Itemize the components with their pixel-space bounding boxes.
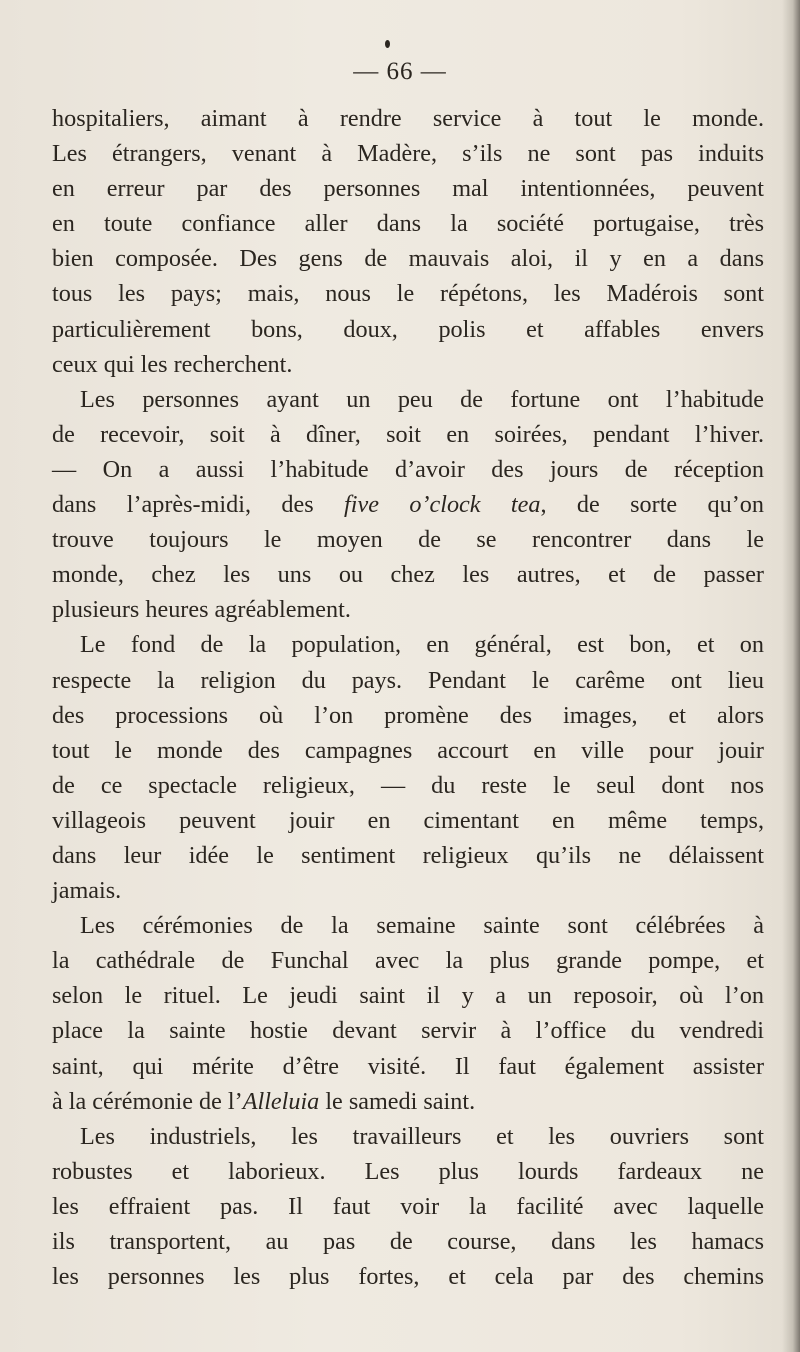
text-line: jamais. — [52, 877, 122, 905]
text-line: en erreur par des personnes mal intentionnées, peuvent — [52, 175, 764, 203]
text-line: plusieurs heures agréablement. — [52, 596, 351, 624]
text-run: à la cérémonie de l’ — [52, 1087, 243, 1115]
text-line: de recevoir, soit à dîner, soit en soirées, pendant l’hiver. — [52, 420, 764, 448]
text-line: de ce spectacle religieux, — du reste le seul dont nos — [52, 771, 764, 799]
text-line: en toute confiance aller dans la société portugaise, très — [52, 210, 764, 238]
text-run: le samedi saint. — [319, 1087, 476, 1115]
text-line: bien composée. Des gens de mauvais aloi, il y en a dans — [52, 245, 764, 273]
page-number: — 66 — — [353, 58, 447, 85]
text-line: tous les pays; mais, nous le répétons, les Madérois sont — [52, 280, 764, 308]
text-line: ils transportent, au pas de course, dans les hamacs — [52, 1228, 764, 1255]
text-line: Les cérémonies de la semaine sainte sont célébrées à — [80, 912, 764, 940]
text-line: selon le rituel. Le jeudi saint il y a un reposoir, où l’on — [52, 982, 764, 1010]
text-line — [52, 1084, 764, 1119]
text-line: la cathédrale de Funchal avec la plus grande pompe, et — [52, 947, 764, 975]
text-line: place la sainte hostie devant servir à l’office du vendredi — [52, 1017, 764, 1045]
text-run: , de sorte qu’on — [540, 491, 764, 519]
italic-phrase: Alleluia — [242, 1087, 320, 1115]
page-edge-shadow — [782, 0, 800, 1352]
text-run: dans l’après-midi, des — [52, 491, 345, 519]
text-line: Le fond de la population, en général, est bon, et on — [80, 631, 764, 659]
text-line: les personnes les plus fortes, et cela par des chemins — [52, 1263, 764, 1291]
text-line: Les personnes ayant un peu de fortune ont l’habitude — [80, 385, 764, 413]
text-line: Les étrangers, venant à Madère, s’ils ne sont pas induits — [52, 140, 764, 168]
ink-speck — [385, 40, 390, 48]
text-line — [52, 487, 764, 522]
text-line: respecte la religion du pays. Pendant le carême ont lieu — [52, 666, 764, 694]
italic-phrase: five o’clock tea — [344, 491, 541, 519]
text-line: Les industriels, les travailleurs et les ouvriers sont — [80, 1122, 764, 1150]
text-line: des processions où l’on promène des images, et alors — [52, 701, 764, 729]
text-line: hospitaliers, aimant à rendre service à tout le monde. — [52, 105, 764, 132]
text-line: ceux qui les recherchent. — [52, 350, 293, 378]
text-line: particulièrement bons, doux, polis et affables envers — [52, 315, 764, 343]
text-line: tout le monde des campagnes accourt en ville pour jouir — [52, 736, 764, 764]
text-line: les effraient pas. Il faut voir la facilité avec laquelle — [52, 1192, 764, 1220]
text-line: monde, chez les uns ou chez les autres, et de passer — [52, 561, 764, 589]
body-text — [52, 101, 764, 1294]
text-line: trouve toujours le moyen de se rencontrer dans le — [52, 526, 764, 554]
text-line: saint, qui mérite d’être visité. Il faut également assister — [52, 1052, 764, 1080]
text-line: — On a aussi l’habitude d’avoir des jours de réception — [52, 455, 764, 483]
text-line: robustes et laborieux. Les plus lourds fardeaux ne — [52, 1157, 764, 1185]
text-line: villageois peuvent jouir en cimentant en même temps, — [52, 806, 764, 834]
text-line: dans leur idée le sentiment religieux qu’ils ne délaissent — [52, 841, 764, 869]
